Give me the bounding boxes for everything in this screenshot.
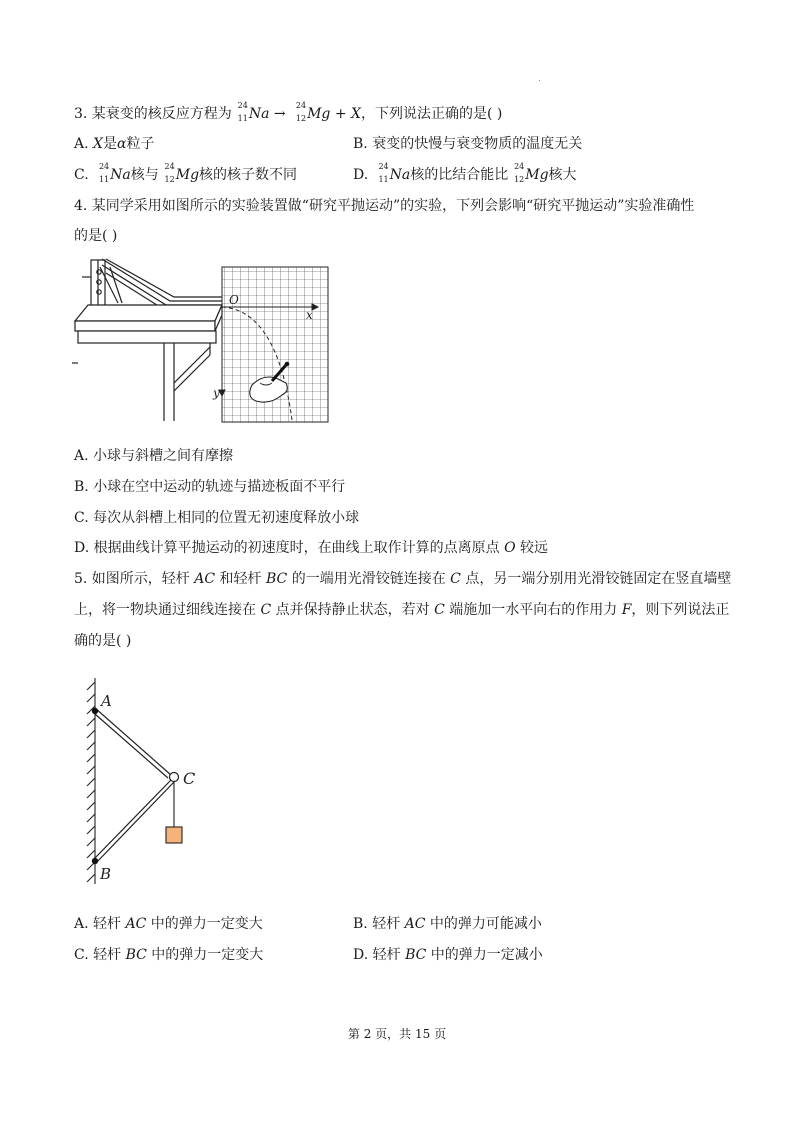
inclined-chute [100, 259, 222, 307]
x-axis-label: x [306, 308, 313, 322]
q5-stem-line1: 5. 如图所示，轻杆 AC 和轻杆 BC 的一端用光滑铰链连接在 C 点，另一端分别用光滑铰链固定在竖直墙壁 [74, 571, 732, 587]
q3-stem: 3. 某衰变的核反应方程为 24 11 Na → 24 12 Mg + X，下列说法正确的是( ) [74, 101, 503, 123]
q5-stem-line3: 确的是( ) [74, 633, 132, 649]
isotope-mg: 24 12 [295, 101, 307, 123]
isotope-na: 24 11 [237, 101, 248, 123]
q3-option-c: C. 24 11 Na核与 24 12 Mg核的核子数不同 [74, 162, 298, 184]
hinge-c [170, 773, 179, 782]
q5-option-c: C. 轻杆 BC 中的弹力一定变大 [74, 947, 264, 963]
label-b: B [100, 865, 112, 883]
q4-option-d: D. 根据曲线计算平抛运动的初速度时，在曲线上取作计算的点离原点 O 较远 [74, 540, 549, 556]
q4-stem-line2: 的是( ) [74, 228, 118, 244]
q5-option-a: A. 轻杆 AC 中的弹力一定变大 [74, 916, 263, 932]
projectile-apparatus-figure [72, 255, 334, 427]
q4-option-a: A. 小球与斜槽之间有摩擦 [74, 448, 234, 464]
q3-option-a: A. X是α粒子 [74, 136, 155, 152]
rod-ac [95, 708, 171, 778]
rod-bracket-figure [80, 676, 220, 886]
hinge-a [92, 708, 98, 714]
q4-option-b: B. 小球在空中运动的轨迹与描迹板面不平行 [74, 479, 346, 495]
q3-option-b: B. 衰变的快慢与衰变物质的温度无关 [353, 136, 583, 152]
origin-label: O [229, 293, 239, 307]
table [72, 305, 222, 421]
q4-option-c: C. 每次从斜槽上相同的位置无初速度释放小球 [74, 510, 360, 526]
q4-stem-line1: 4. 某同学采用如图所示的实验装置做“研究平抛运动”的实验，下列会影响“研究平抛运动”实验准确性 [74, 198, 695, 214]
y-axis-label: y [213, 386, 220, 400]
rod-bc [95, 780, 174, 864]
page-marker: . [538, 74, 541, 84]
label-c: C [183, 769, 196, 788]
label-a: A [101, 692, 112, 710]
q5-option-d: D. 轻杆 BC 中的弹力一定减小 [353, 947, 543, 963]
support-stand [82, 260, 105, 312]
page-footer: 第 2 页，共 15 页 [347, 1027, 447, 1041]
q5-stem-line2: 上，将一物块通过细线连接在 C 点并保持静止状态，若对 C 端施加一水平向右的作用力 F，则下列说法正 [74, 602, 730, 618]
hanging-block [166, 827, 182, 843]
q3-option-d: D. 24 11 Na核的比结合能比 24 12 Mg核大 [353, 162, 577, 184]
hinge-b [92, 858, 98, 864]
q5-option-b: B. 轻杆 AC 中的弹力可能减小 [353, 916, 542, 932]
